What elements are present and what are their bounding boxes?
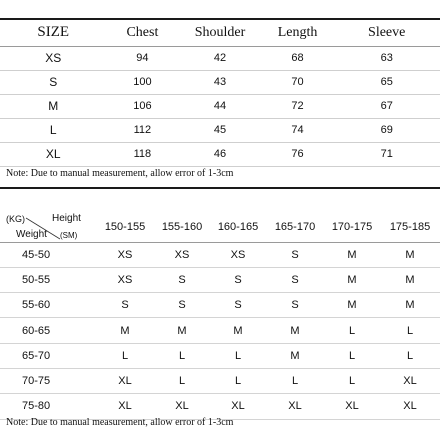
length-cell: 76	[262, 142, 334, 166]
size-cell: XL	[266, 394, 324, 419]
length-cell: 68	[262, 46, 334, 70]
size-cell: XL	[380, 394, 440, 419]
table-row	[0, 343, 440, 368]
shoulder-cell: 42	[178, 46, 261, 70]
size-cell: M	[380, 293, 440, 318]
weight-range-cell: 75-80	[0, 394, 96, 419]
table-row	[0, 318, 440, 343]
table-row	[0, 118, 440, 142]
height-weight-fit-table	[0, 212, 440, 420]
table-row	[0, 394, 440, 419]
size-cell: L	[324, 318, 380, 343]
chest-cell: 94	[107, 46, 179, 70]
size-cell: M	[266, 318, 324, 343]
size-cell: M	[380, 267, 440, 292]
size-cell: M	[380, 242, 440, 267]
chest-cell: 100	[107, 70, 179, 94]
table-row	[0, 242, 440, 267]
sleeve-cell: 67	[333, 94, 440, 118]
weight-unit-label: (KG)	[6, 214, 25, 224]
size-cell: S	[266, 267, 324, 292]
size-cell: XS	[210, 242, 266, 267]
size-cell: L	[154, 368, 210, 393]
height-range-header: 160-165	[210, 212, 266, 242]
size-cell: L	[154, 343, 210, 368]
table-row	[0, 70, 440, 94]
shoulder-cell: 46	[178, 142, 261, 166]
height-range-header: 175-185	[380, 212, 440, 242]
size-cell: S	[266, 242, 324, 267]
size-cell: L	[380, 318, 440, 343]
size-cell: S	[266, 293, 324, 318]
size-cell: S	[154, 293, 210, 318]
size-cell: L	[380, 343, 440, 368]
size-cell: S	[0, 70, 107, 94]
weight-range-cell: 45-50	[0, 242, 96, 267]
sleeve-cell: 65	[333, 70, 440, 94]
size-cell: XL	[154, 394, 210, 419]
size-cell: XS	[0, 46, 107, 70]
table-row	[0, 46, 440, 70]
size-cell: XL	[0, 142, 107, 166]
size-cell: S	[96, 293, 154, 318]
shoulder-cell: 44	[178, 94, 261, 118]
chest-cell: 112	[107, 118, 179, 142]
table-row	[0, 142, 440, 166]
sleeve-cell: 71	[333, 142, 440, 166]
corner-header	[0, 212, 96, 242]
fit-chart-note: Note: Due to manual measurement, allow error of 1-3cm	[6, 417, 234, 428]
table-row	[0, 293, 440, 318]
weight-range-cell: 50-55	[0, 267, 96, 292]
size-chart-table	[0, 20, 440, 167]
size-cell: M	[324, 267, 380, 292]
weight-range-cell: 70-75	[0, 368, 96, 393]
size-cell: M	[154, 318, 210, 343]
height-axis-label: Height	[52, 213, 81, 224]
size-chart-header-row	[0, 20, 440, 46]
size-cell: XS	[96, 267, 154, 292]
size-cell: M	[210, 318, 266, 343]
header-chest: Chest	[107, 20, 179, 46]
height-range-header: 165-170	[266, 212, 324, 242]
chest-cell: 118	[107, 142, 179, 166]
size-cell: L	[210, 368, 266, 393]
size-cell: XL	[96, 368, 154, 393]
length-cell: 72	[262, 94, 334, 118]
weight-range-cell: 55-60	[0, 293, 96, 318]
size-cell: XL	[96, 394, 154, 419]
height-range-header: 170-175	[324, 212, 380, 242]
fit-chart-header-row	[0, 212, 440, 242]
size-cell: S	[210, 293, 266, 318]
size-cell: L	[266, 368, 324, 393]
weight-range-cell: 65-70	[0, 343, 96, 368]
header-shoulder: Shoulder	[178, 20, 261, 46]
size-cell: S	[210, 267, 266, 292]
size-cell: M	[324, 242, 380, 267]
table-row	[0, 94, 440, 118]
size-cell: M	[324, 293, 380, 318]
size-cell: L	[96, 343, 154, 368]
height-range-header: 150-155	[96, 212, 154, 242]
weight-range-cell: 60-65	[0, 318, 96, 343]
header-size: SIZE	[0, 20, 107, 46]
size-cell: M	[96, 318, 154, 343]
divider-rule	[0, 187, 440, 189]
size-cell: XL	[210, 394, 266, 419]
size-cell: XS	[96, 242, 154, 267]
size-cell: S	[154, 267, 210, 292]
size-cell: XL	[380, 368, 440, 393]
size-cell: M	[0, 94, 107, 118]
length-cell: 74	[262, 118, 334, 142]
shoulder-cell: 45	[178, 118, 261, 142]
sleeve-cell: 63	[333, 46, 440, 70]
length-cell: 70	[262, 70, 334, 94]
weight-axis-label: Weight	[16, 229, 47, 240]
size-chart-note: Note: Due to manual measurement, allow error of 1-3cm	[6, 168, 234, 179]
table-row	[0, 368, 440, 393]
header-sleeve: Sleeve	[333, 20, 440, 46]
size-cell: L	[210, 343, 266, 368]
size-cell: L	[0, 118, 107, 142]
size-cell: XL	[324, 394, 380, 419]
height-unit-label: (SM)	[60, 231, 78, 240]
table-row	[0, 267, 440, 292]
height-range-header: 155-160	[154, 212, 210, 242]
chest-cell: 106	[107, 94, 179, 118]
size-cell: XS	[154, 242, 210, 267]
size-cell: M	[266, 343, 324, 368]
sleeve-cell: 69	[333, 118, 440, 142]
size-cell: L	[324, 368, 380, 393]
header-length: Length	[262, 20, 334, 46]
shoulder-cell: 43	[178, 70, 261, 94]
size-cell: L	[324, 343, 380, 368]
